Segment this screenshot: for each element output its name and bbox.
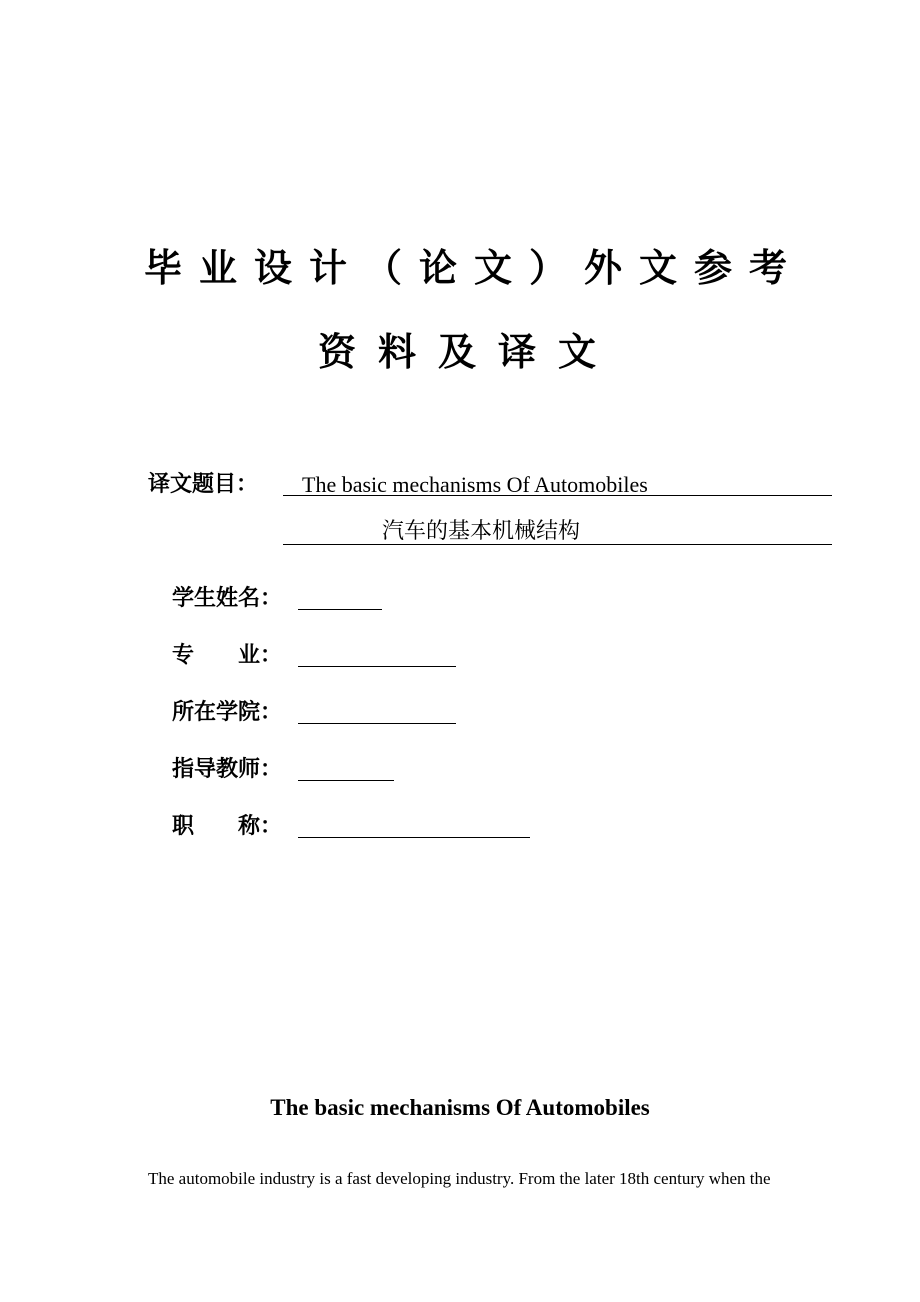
- job-title-field: [298, 837, 530, 838]
- article-first-line: The automobile industry is a fast developing industry. From the later 18th century when the: [148, 1169, 771, 1188]
- article-title: The basic mechanisms Of Automobiles: [270, 1095, 650, 1120]
- cover-title-line-2: 资料及译文: [317, 330, 618, 374]
- college-field: [298, 723, 456, 724]
- major-label: 专 业：: [172, 643, 283, 668]
- cover-title-line-1: 毕业设计（论文）外文参考: [143, 246, 804, 290]
- major-field: [298, 666, 456, 667]
- student-name-field: [298, 609, 382, 610]
- advisor-label: 指导教师：: [172, 757, 283, 782]
- college-label: 所在学院：: [172, 700, 283, 725]
- translation-title-label: 译文题目：: [148, 472, 259, 497]
- translation-title-en: The basic mechanisms Of Automobiles: [302, 472, 648, 497]
- translation-title-cn: 汽车的基本机械结构: [382, 519, 581, 544]
- student-name-label: 学生姓名：: [172, 586, 283, 611]
- advisor-field: [298, 780, 394, 781]
- job-title-label: 职 称：: [172, 814, 283, 839]
